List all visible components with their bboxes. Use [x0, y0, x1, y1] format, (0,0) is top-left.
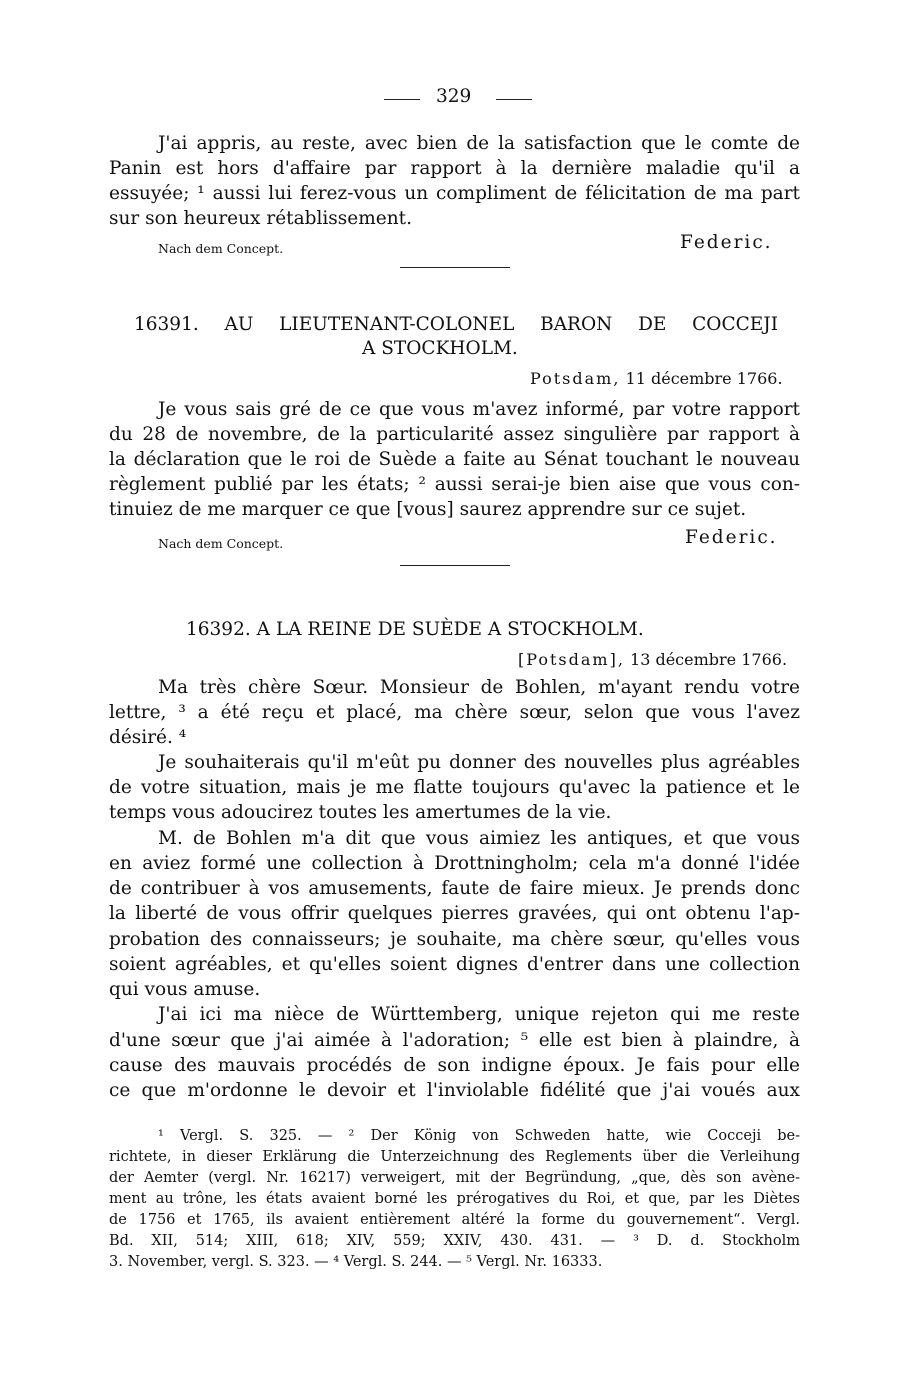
paragraph-line: du 28 de novembre, de la particularité assez singulière par rapport à — [109, 424, 800, 445]
page-number-dash-right — [496, 99, 532, 100]
source-note: Nach dem Concept. — [158, 241, 284, 256]
paragraph-line: lettre, ³ a été reçu et placé, ma chère sœur, selon que vous l'avez — [109, 702, 800, 723]
letter-heading: 16392. A LA REINE DE SUÈDE A STOCKHOLM. — [186, 619, 644, 640]
place: [Potsdam], — [518, 650, 625, 669]
paragraph-line: J'ai ici ma nièce de Württemberg, unique rejeton qui me reste — [158, 1004, 800, 1025]
paragraph-line: soient agréables, et qu'elles soient dignes d'entrer dans une collection — [109, 954, 800, 975]
paragraph-line: probation des connaisseurs; je souhaite, ma chère sœur, qu'elles vous — [109, 929, 800, 950]
signature: Federic. — [680, 232, 773, 253]
paragraph-line: la liberté de vous offrir quelques pierres gravées, qui ont obtenu l'ap- — [109, 903, 800, 924]
date: 13 décembre 1766. — [630, 650, 788, 669]
paragraph-line: Panin est hors d'affaire par rapport à la dernière maladie qu'il a — [109, 158, 800, 179]
paragraph-line: tinuiez de me marquer ce que [vous] saurez apprendre sur ce sujet. — [109, 499, 747, 520]
paragraph-line: de contribuer à vos amusements, faute de faire mieux. Je prends donc — [109, 878, 800, 899]
dateline — [518, 647, 787, 672]
footnote-line: Bd. XII, 514; XIII, 618; XIV, 559; XXIV, 430. 431. — ³ D. d. Stockholm — [109, 1233, 800, 1249]
footnote-line: de 1756 et 1765, ils avaient entièrement altéré la forme du gouvernement“. Vergl. — [109, 1212, 800, 1228]
paragraph-line: Ma très chère Sœur. Monsieur de Bohlen, m'ayant rendu votre — [158, 677, 800, 698]
paragraph-line: J'ai appris, au reste, avec bien de la satisfaction que le comte de — [158, 133, 800, 154]
footnote-line: ¹ Vergl. S. 325. — ² Der König von Schweden hatte, wie Cocceji be- — [158, 1128, 800, 1144]
paragraph-line: cause des mauvais procédés de son indigne époux. Je fais pour elle — [109, 1055, 800, 1076]
paragraph-line: Je vous sais gré de ce que vous m'avez informé, par votre rapport — [158, 399, 800, 420]
paragraph-line: la déclaration que le roi de Suède a faite au Sénat touchant le nouveau — [109, 449, 800, 470]
dateline — [530, 366, 783, 391]
paragraph-line: sur son heureux rétablissement. — [109, 208, 412, 229]
footnote-line: 3. November, vergl. S. 323. — ⁴ Vergl. S. 244. — ⁵ Vergl. Nr. 16333. — [109, 1254, 603, 1270]
paragraph-line: règlement publié par les états; ² aussi serai-je bien aise que vous con- — [109, 474, 800, 495]
section-divider — [400, 267, 510, 268]
source-note: Nach dem Concept. — [158, 536, 284, 551]
paragraph-line: qui vous amuse. — [109, 979, 261, 1000]
place: Potsdam, — [530, 369, 621, 388]
paragraph-line: temps vous adoucirez toutes les amertumes de la vie. — [109, 802, 612, 823]
letter-heading-continued: A STOCKHOLM. — [362, 338, 518, 359]
paragraph-line: de votre situation, mais je me flatte toujours qu'avec la patience et le — [109, 777, 800, 798]
section-divider — [400, 565, 510, 566]
paragraph-line: essuyée; ¹ aussi lui ferez-vous un compliment de félicitation de ma part — [109, 183, 800, 204]
date: 11 décembre 1766. — [625, 369, 783, 388]
footnote-line: ment au trône, les états avaient borné les prérogatives du Roi, et que, par les Diètes — [109, 1191, 800, 1207]
paragraph-line: en aviez formé une collection à Drottningholm; cela m'a donné l'idée — [109, 853, 800, 874]
page-number-dash-left — [384, 99, 420, 100]
paragraph-line: d'une sœur que j'ai aimée à l'adoration; ⁵ elle est bien à plaindre, à — [109, 1030, 800, 1051]
paragraph-line: Je souhaiterais qu'il m'eût pu donner des nouvelles plus agréables — [158, 752, 800, 773]
paragraph-line: désiré. ⁴ — [109, 727, 187, 748]
footnote-line: der Aemter (vergl. Nr. 16217) verweigert, mit der Begründung, „que, dès son avène- — [109, 1170, 800, 1186]
page-number: 329 — [436, 86, 472, 107]
signature: Federic. — [685, 527, 778, 548]
footnote-line: richtete, in dieser Erklärung die Unterzeichnung des Reglements über die Verleihung — [109, 1149, 800, 1165]
paragraph-line: M. de Bohlen m'a dit que vous aimiez les antiques, et que vous — [158, 828, 800, 849]
paragraph-line: ce que m'ordonne le devoir et l'inviolable fidélité que j'ai voués aux — [109, 1080, 800, 1101]
letter-heading: 16391. AU LIEUTENANT-COLONEL BARON DE COCCEJI — [134, 314, 778, 335]
